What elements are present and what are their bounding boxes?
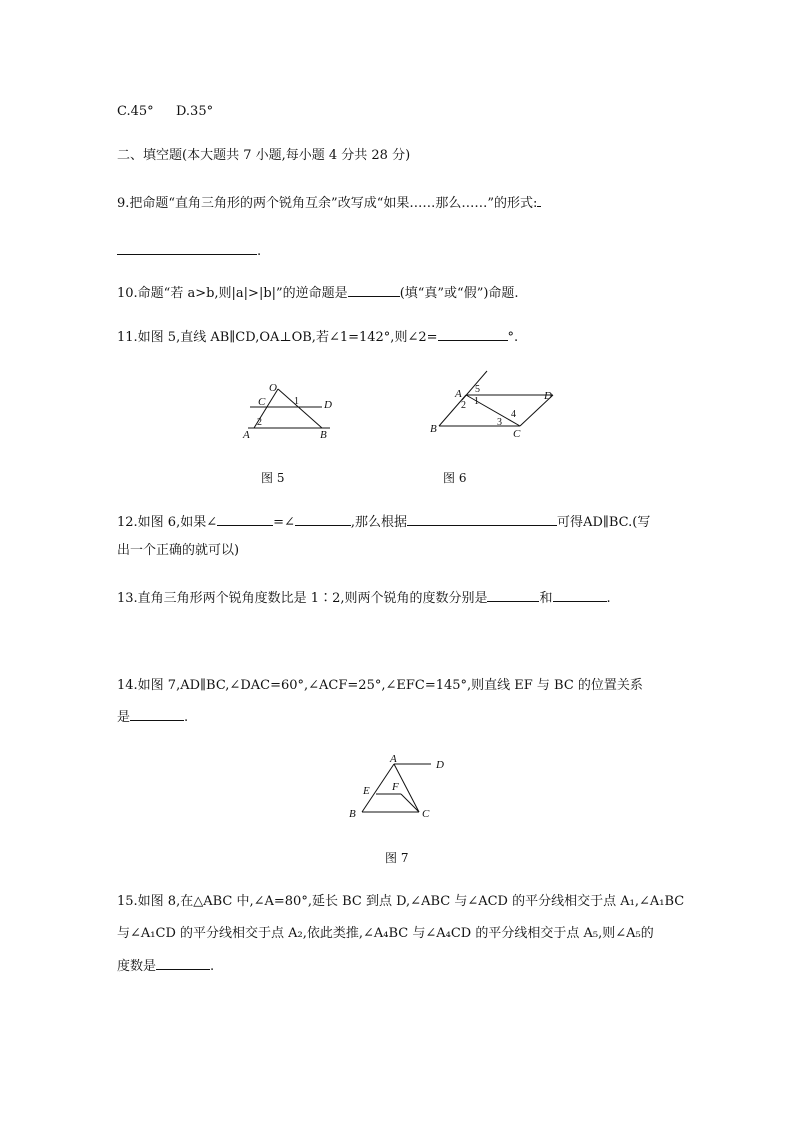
q10-pre: 10.命题“若 a>b,则|a|>|b|”的逆命题是 <box>117 286 348 301</box>
q9-blank-tail[interactable] <box>537 193 541 207</box>
q13-blank-1[interactable] <box>487 588 539 602</box>
q13-blank-2[interactable] <box>553 588 607 602</box>
fig5-caption: 图 5 <box>261 471 285 485</box>
fig5-label-c: C <box>258 396 266 408</box>
q10-blank[interactable] <box>348 283 400 297</box>
fig6-label-angle5: 5 <box>475 384 480 395</box>
section-title: 二、填空题(本大题共 7 小题,每小题 4 分共 28 分) <box>117 148 411 163</box>
fig7-label-f: F <box>392 781 399 793</box>
q9-text: 9.把命题“直角三角形的两个锐角互余”改写成“如果……那么……”的形式: <box>117 196 538 211</box>
fig6-label-b: B <box>430 423 437 435</box>
fig7-label-b: B <box>349 808 356 820</box>
question-12 <box>117 512 650 532</box>
fig7-label-a: A <box>390 753 397 765</box>
fig5-label-d: D <box>324 399 332 411</box>
q14-blank[interactable] <box>130 707 184 721</box>
q12-p5: AD∥BC.(写 <box>583 515 651 530</box>
q12-blank-reason[interactable] <box>407 512 557 526</box>
q13-end: . <box>606 591 611 606</box>
q9-answer-blank[interactable] <box>117 241 257 255</box>
question-12-line2: 出一个正确的就可以) <box>117 543 240 558</box>
fig6-label-angle4: 4 <box>511 409 516 420</box>
fig6-label-d: D <box>544 390 552 402</box>
question-14-line2 <box>117 707 188 727</box>
fig6-label-c: C <box>513 428 521 440</box>
fig7-caption: 图 7 <box>385 851 409 865</box>
q13-text: 13.直角三角形两个锐角度数比是 1∶2,则两个锐角的度数分别是 <box>117 591 488 606</box>
q12-p4: 可得 <box>557 515 584 530</box>
question-15-line2: 与∠A₁CD 的平分线相交于点 A₂,依此类推,∠A₄BC 与∠A₄CD 的平分线相交于点 A₅,则∠A₅的 <box>117 926 654 941</box>
q11-blank[interactable] <box>438 327 508 341</box>
q13-mid: 和 <box>539 591 553 606</box>
fig6-label-angle1: 1 <box>474 396 479 407</box>
option-c: C.45° <box>117 104 154 119</box>
question-11 <box>117 327 518 347</box>
q8-options <box>117 103 213 121</box>
q12-p3: ,那么根据 <box>350 515 408 530</box>
figure-5 <box>238 378 338 442</box>
q14-end: . <box>184 710 189 725</box>
q10-post: (填“真”或“假”)命题. <box>399 286 519 301</box>
question-14: 14.如图 7,AD∥BC,∠DAC=60°,∠ACF=25°,∠EFC=145°,则直线 EF 与 BC 的位置关系 <box>117 678 643 693</box>
question-9-answer-line <box>117 241 261 261</box>
q9-end: . <box>257 244 262 259</box>
fig7-label-c: C <box>422 808 430 820</box>
q15-pre: 度数是 <box>117 959 157 974</box>
q14-pre: 是 <box>117 710 131 725</box>
fig6-label-a: A <box>455 388 462 400</box>
fig5-label-a: A <box>243 429 250 441</box>
q12-blank-angle1[interactable] <box>217 512 273 526</box>
option-d: D.35° <box>175 104 214 119</box>
q11-end: °. <box>507 330 519 345</box>
fig5-label-o: O <box>269 382 277 394</box>
question-10 <box>117 283 519 303</box>
figure-6 <box>425 368 565 442</box>
fig7-label-d: D <box>436 759 444 771</box>
fig5-label-angle2: 2 <box>257 417 262 428</box>
fig5-label-b: B <box>320 429 327 441</box>
question-13 <box>117 588 611 608</box>
fig6-label-angle3: 3 <box>497 417 502 428</box>
fig6-caption: 图 6 <box>443 471 467 485</box>
q12-p1: 12.如图 6,如果∠ <box>117 515 218 530</box>
q15-end: . <box>210 959 215 974</box>
fig5-label-angle1: 1 <box>294 396 299 407</box>
question-15: 15.如图 8,在△ABC 中,∠A=80°,延长 BC 到点 D,∠ABC 与∠ACD 的平分线相交于点 A₁,∠A₁BC <box>117 894 685 909</box>
fig6-label-angle2: 2 <box>461 400 466 411</box>
fig7-line-fc <box>401 794 419 812</box>
fig5-line-ob <box>278 389 322 428</box>
q12-blank-angle2[interactable] <box>295 512 351 526</box>
question-9 <box>117 193 541 213</box>
q15-blank[interactable] <box>156 956 210 970</box>
q12-p2: =∠ <box>273 515 295 530</box>
question-15-line3 <box>117 956 214 976</box>
fig7-label-e: E <box>363 785 370 797</box>
q11-text: 11.如图 5,直线 AB∥CD,OA⊥OB,若∠1=142°,则∠2= <box>117 330 438 345</box>
figure-7 <box>343 750 453 826</box>
